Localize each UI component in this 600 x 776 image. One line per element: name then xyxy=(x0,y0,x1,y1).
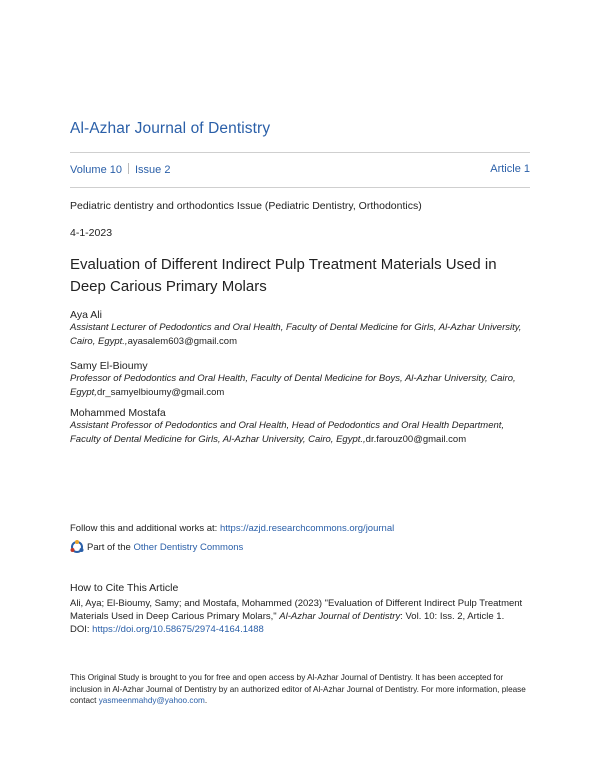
issue-link[interactable]: Issue 2 xyxy=(134,164,171,176)
article-number-link[interactable]: Article 1 xyxy=(490,163,530,175)
cite-heading: How to Cite This Article xyxy=(70,582,179,594)
author-name: Mohammed Mostafa xyxy=(70,407,166,419)
divider xyxy=(70,152,530,153)
author-block xyxy=(70,360,530,399)
author-block xyxy=(70,309,530,348)
issue-name: Pediatric dentistry and orthodontics Issue (Pediatric Dentistry, Orthodontics) xyxy=(70,200,422,212)
journal-url-link[interactable]: https://azjd.researchcommons.org/journal xyxy=(219,523,395,534)
part-of-line: Part of the Other Dentistry Commons xyxy=(70,540,243,554)
journal-title-link[interactable]: Al-Azhar Journal of Dentistry xyxy=(70,120,271,137)
follow-line: Follow this and additional works at: https://azjd.researchcommons.org/journal xyxy=(70,523,395,534)
article-title: Evaluation of Different Indirect Pulp Treatment Materials Used in Deep Carious Primary Molars xyxy=(70,256,497,295)
network-commons-icon xyxy=(70,540,84,554)
other-dentistry-commons-link[interactable]: Other Dentistry Commons xyxy=(133,541,244,553)
access-statement: This Original Study is brought to you for free and open access by Al-Azhar Journal of Dentistry. It has been accepted for inclusion in Al-Azhar Journal of Dentistry by an authorized editor of Al-Azhar Journal of Dentistry. For more information, please contact yasmeenmahdy@yahoo.com. xyxy=(70,673,526,705)
author-affiliation: Professor of Pedodontics and Oral Health, Faculty of Dental Medicine for Boys, Al-Azhar University, Cairo, Egypt,dr_samyelbioumy@gmail.com xyxy=(70,373,516,398)
publication-date: 4-1-2023 xyxy=(70,227,113,239)
contact-email-link[interactable]: yasmeenmahdy@yahoo.com xyxy=(98,696,205,705)
author-email: ayasalem603@gmail.com xyxy=(127,335,238,347)
author-block xyxy=(70,407,530,446)
divider xyxy=(70,187,530,188)
separator xyxy=(128,163,129,174)
author-affiliation: Assistant Professor of Pedodontics and Oral Health, Head of Pedodontics and Oral Health Department, Faculty of Dental Medicine for Girls, Al-Azhar University, Cairo, Egypt.,dr.farouz00@gmail.com xyxy=(70,420,505,445)
author-email: dr_samyelbioumy@gmail.com xyxy=(96,386,225,398)
volume-link[interactable]: Volume 10 xyxy=(70,164,122,176)
volume-issue-row xyxy=(70,163,170,176)
author-email: dr.farouz00@gmail.com xyxy=(365,433,467,445)
citation: Ali, Aya; El-Bioumy, Samy; and Mostafa, Mohammed (2023) "Evaluation of Different Indirect Pulp Treatment Materials Used in Deep Carious Primary Molars," Al-Azhar Journal of Dentistry: Vol. 10: Iss. 2, Article 1. DOI: https://doi.org/10.58675/2974-4164.1488 xyxy=(70,598,523,635)
doi-link[interactable]: https://doi.org/10.58675/2974-4164.1488 xyxy=(92,624,264,635)
author-name: Aya Ali xyxy=(70,309,102,321)
author-name: Samy El-Bioumy xyxy=(70,360,148,372)
author-affiliation: Assistant Lecturer of Pedodontics and Oral Health, Faculty of Dental Medicine for Girls, Al-Azhar University, Cairo, Egypt.,ayasalem603@gmail.com xyxy=(70,322,522,347)
